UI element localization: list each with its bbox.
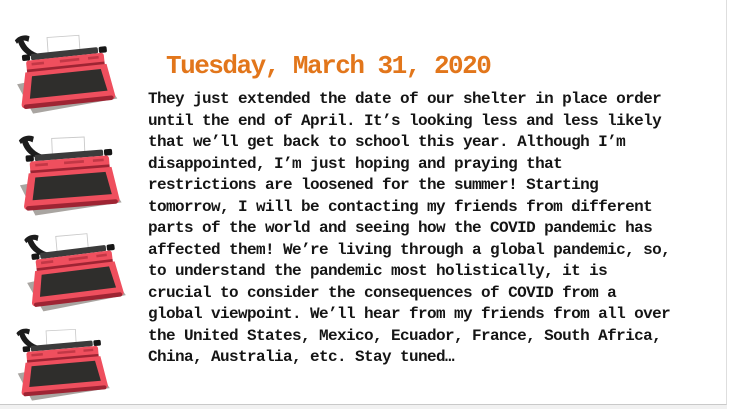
body-line: affected them! We’re living through a global pandemic, so,: [148, 240, 671, 259]
body-line: until the end of April. It’s looking less and less likely: [148, 111, 662, 130]
page-bottom-margin: [0, 405, 727, 409]
typewriter-illustration: [10, 27, 120, 120]
page-title: Tuesday, March 31, 2020: [166, 51, 491, 82]
typewriter-icon: [12, 127, 126, 220]
body-line: restrictions are loosened for the summer! Starting: [148, 176, 599, 194]
body-line: China, Australia, etc. Stay tuned…: [148, 348, 455, 366]
typewriter-icon: [9, 321, 114, 403]
body-line: tomorrow, I will be contacting my friends from different: [148, 197, 653, 216]
body-line: They just extended the date of our shelter in place order: [148, 90, 662, 108]
body-line: crucial to consider the consequences of COVID from a: [148, 283, 617, 302]
body-line: global viewpoint. We’ll hear from my friends from all over: [148, 305, 671, 323]
body-line: the United States, Mexico, Ecuador, France, South Africa,: [148, 326, 662, 345]
body-line: that we’ll get back to school this year. Although I’m: [148, 133, 626, 151]
body-line: to understand the pandemic most holistically, it is: [148, 262, 608, 280]
body-line: parts of the world and seeing how the COVID pandemic has: [148, 219, 653, 237]
typewriter-illustration: [19, 225, 129, 318]
typewriter-icon: [19, 225, 128, 313]
typewriter-column: [0, 0, 140, 405]
post-body: [148, 89, 670, 369]
typewriter-illustration: [9, 321, 114, 408]
body-line: disappointed, I’m just hoping and praying that: [148, 154, 563, 173]
typewriter-illustration: [12, 127, 126, 225]
typewriter-icon: [10, 27, 120, 115]
